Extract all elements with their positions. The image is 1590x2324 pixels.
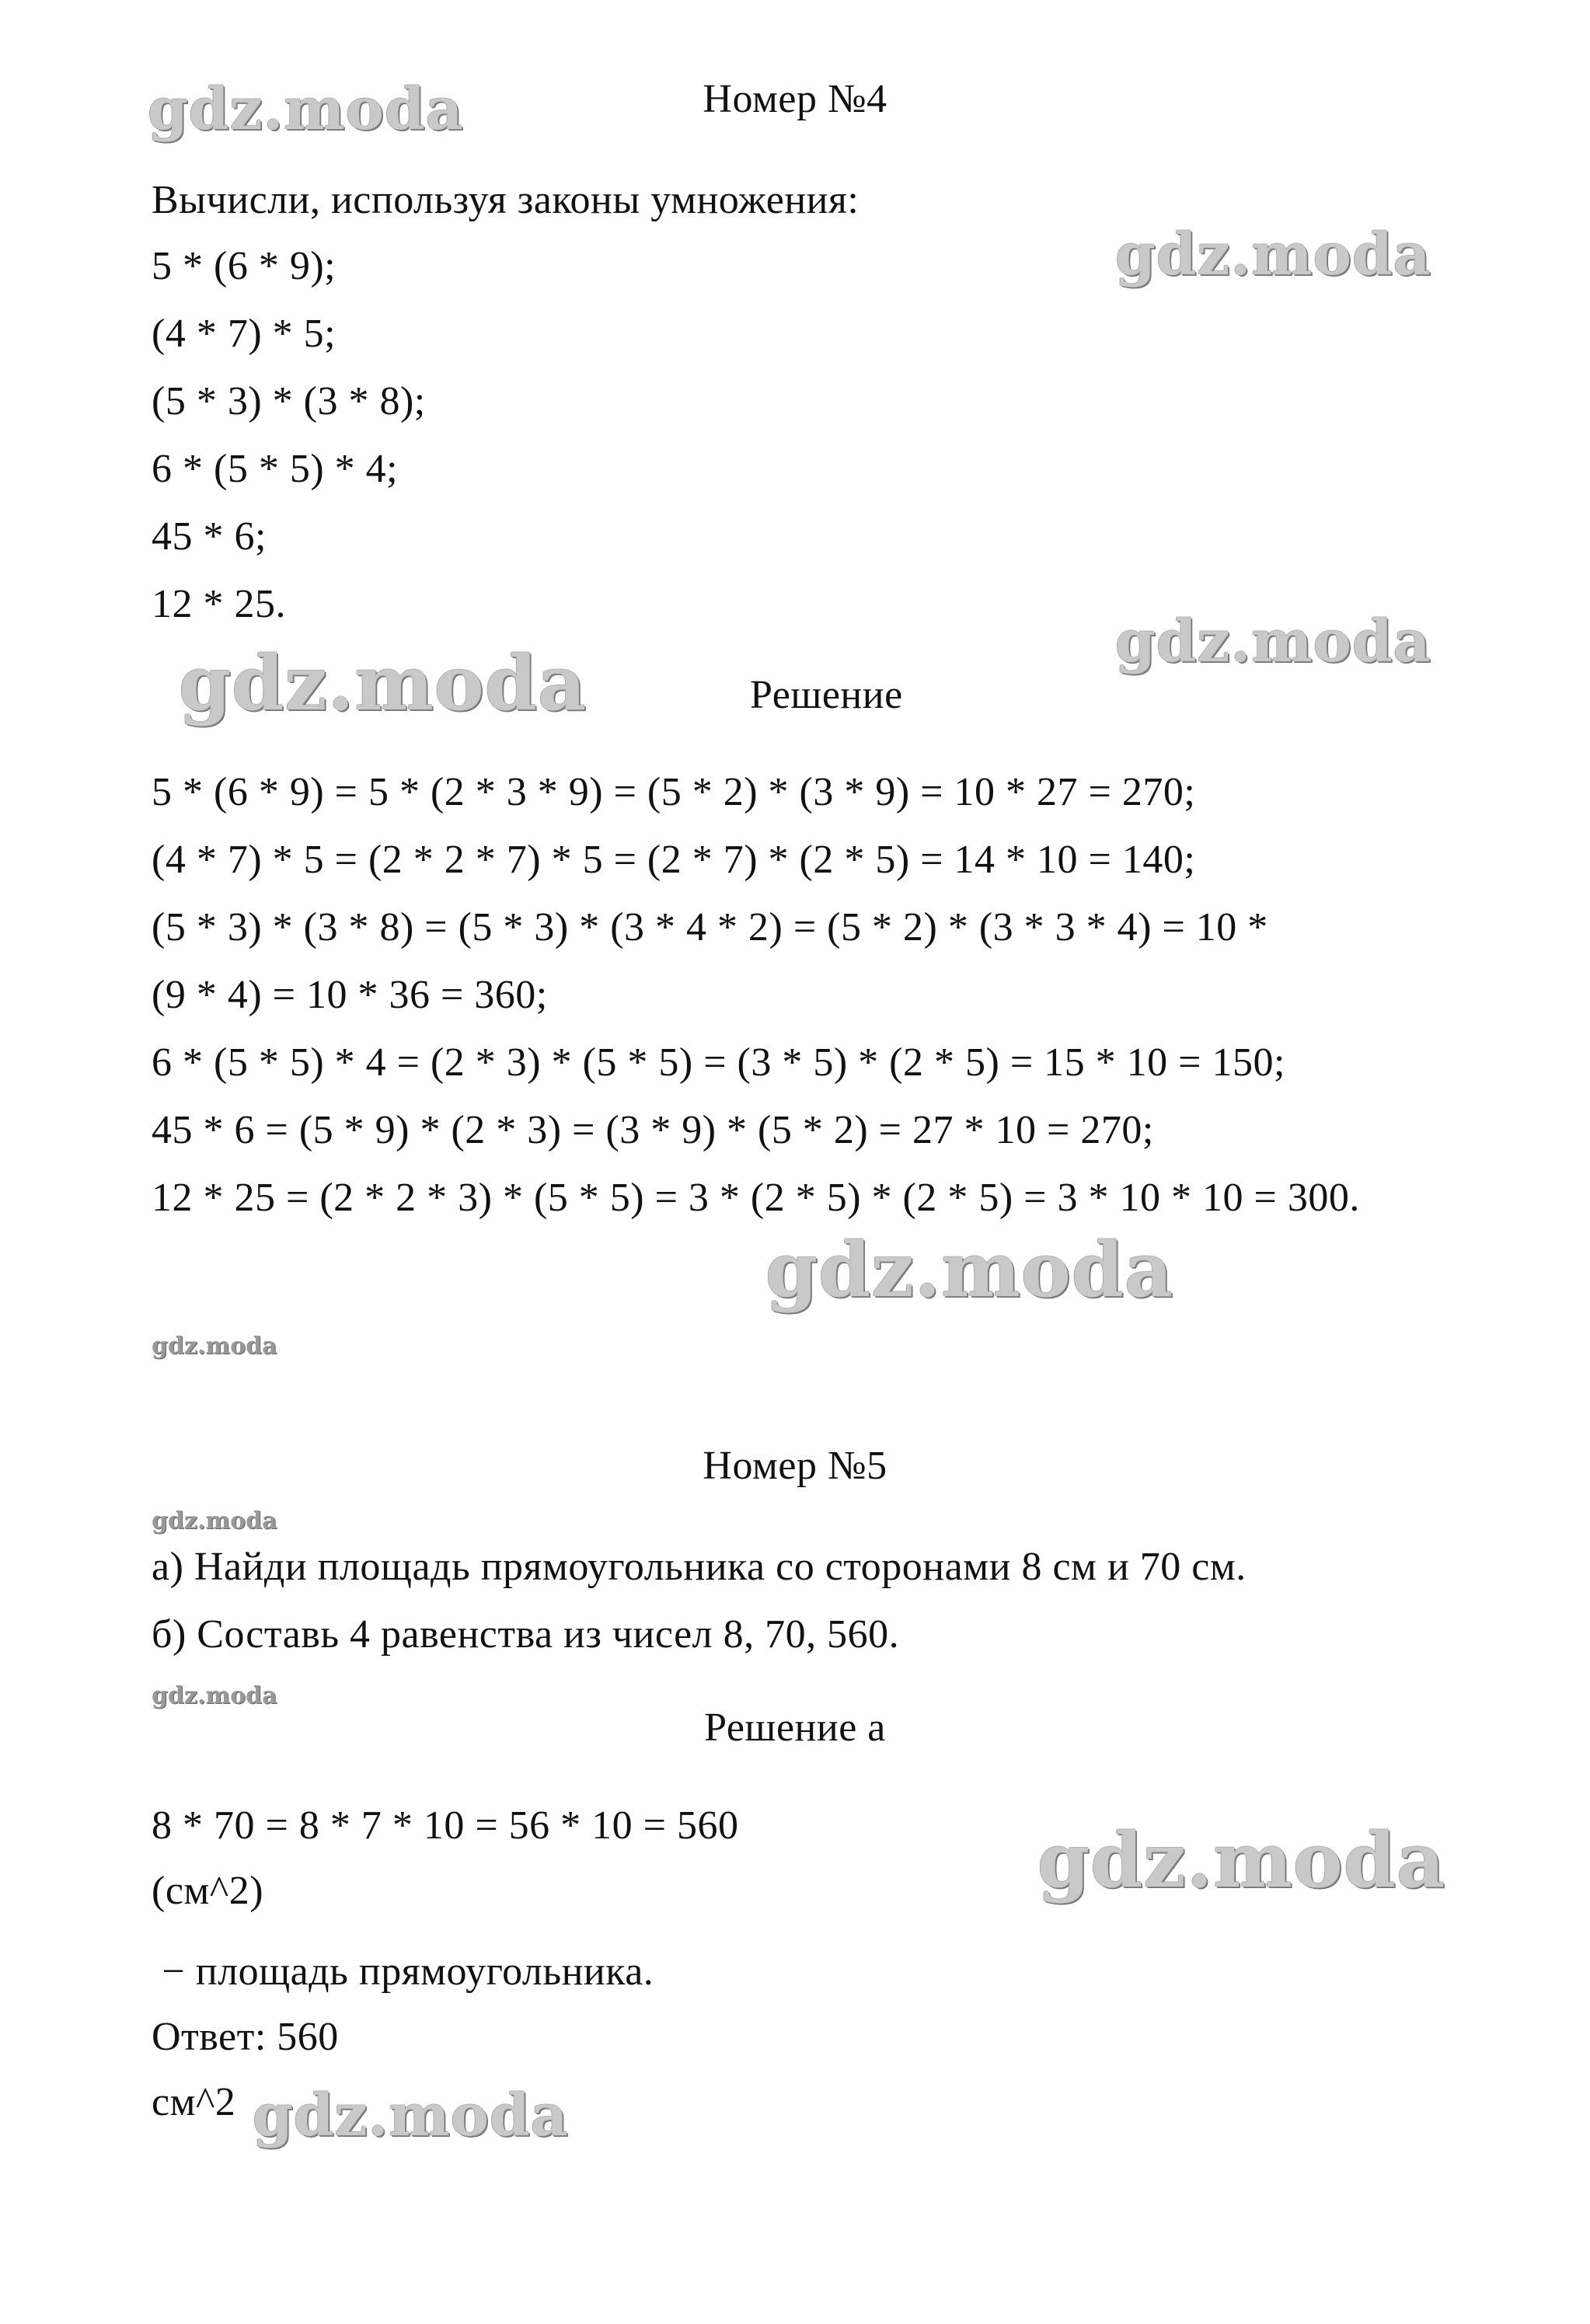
exercise-line: 45 * 6; [152, 514, 267, 559]
task5-part-b: б) Составь 4 равенства из чисел 8, 70, 560. [152, 1612, 900, 1657]
watermark-logo: gdz.moda [152, 1333, 277, 1360]
watermark-logo: gdz.moda [152, 1682, 277, 1709]
watermark-logo: gdz.moda [1037, 1817, 1446, 1904]
solution-line: (см^2) [152, 1869, 264, 1913]
task4-title: Номер №4 [703, 77, 887, 121]
solution-line: (5 * 3) * (3 * 8) = (5 * 3) * (3 * 4 * 2) = (5 * 2) * (3 * 3 * 4) = 10 * [152, 905, 1268, 949]
watermark-logo: gdz.moda [253, 2082, 569, 2149]
task5-solution-heading: Решение а [704, 1706, 886, 1750]
exercise-line: 12 * 25. [152, 582, 286, 626]
watermark-logo: gdz.moda [148, 76, 464, 143]
solution-line: (4 * 7) * 5 = (2 * 2 * 7) * 5 = (2 * 7) * (2 * 5) = 14 * 10 = 140; [152, 838, 1196, 882]
exercise-line: (4 * 7) * 5; [152, 312, 336, 356]
answer-unit: см^2 [152, 2080, 236, 2124]
answer-line: Ответ: 560 [152, 2015, 339, 2059]
task5-title: Номер №5 [703, 1444, 887, 1488]
exercise-line: (5 * 3) * (3 * 8); [152, 379, 426, 423]
watermark-logo: gdz.moda [152, 1507, 277, 1535]
solution-line: 45 * 6 = (5 * 9) * (2 * 3) = (3 * 9) * (5 * 2) = 27 * 10 = 270; [152, 1108, 1154, 1152]
solution-line: 12 * 25 = (2 * 2 * 3) * (5 * 5) = 3 * (2 * 5) * (2 * 5) = 3 * 10 * 10 = 300. [152, 1176, 1360, 1220]
watermark-logo: gdz.moda [179, 639, 588, 727]
exercise-line: 6 * (5 * 5) * 4; [152, 447, 399, 491]
solution-line: 6 * (5 * 5) * 4 = (2 * 3) * (5 * 5) = (3 * 5) * (2 * 5) = 15 * 10 = 150; [152, 1040, 1285, 1085]
task4-solution-heading: Решение [750, 673, 903, 717]
task4-instruction: Вычисли, используя законы умножения: [152, 178, 860, 222]
task5-part-a: а) Найди площадь прямоугольника со сторонами 8 см и 70 см. [152, 1545, 1247, 1589]
solution-line: 5 * (6 * 9) = 5 * (2 * 3 * 9) = (5 * 2) * (3 * 9) = 10 * 27 = 270; [152, 770, 1196, 814]
watermark-logo: gdz.moda [1115, 221, 1431, 288]
watermark-logo: gdz.moda [1115, 608, 1431, 675]
exercise-line: 5 * (6 * 9); [152, 244, 336, 288]
solution-line: − площадь прямоугольника. [152, 1949, 654, 1994]
solution-line: (9 * 4) = 10 * 36 = 360; [152, 973, 548, 1017]
watermark-logo: gdz.moda [765, 1226, 1174, 1314]
solution-line: 8 * 70 = 8 * 7 * 10 = 56 * 10 = 560 [152, 1803, 739, 1848]
